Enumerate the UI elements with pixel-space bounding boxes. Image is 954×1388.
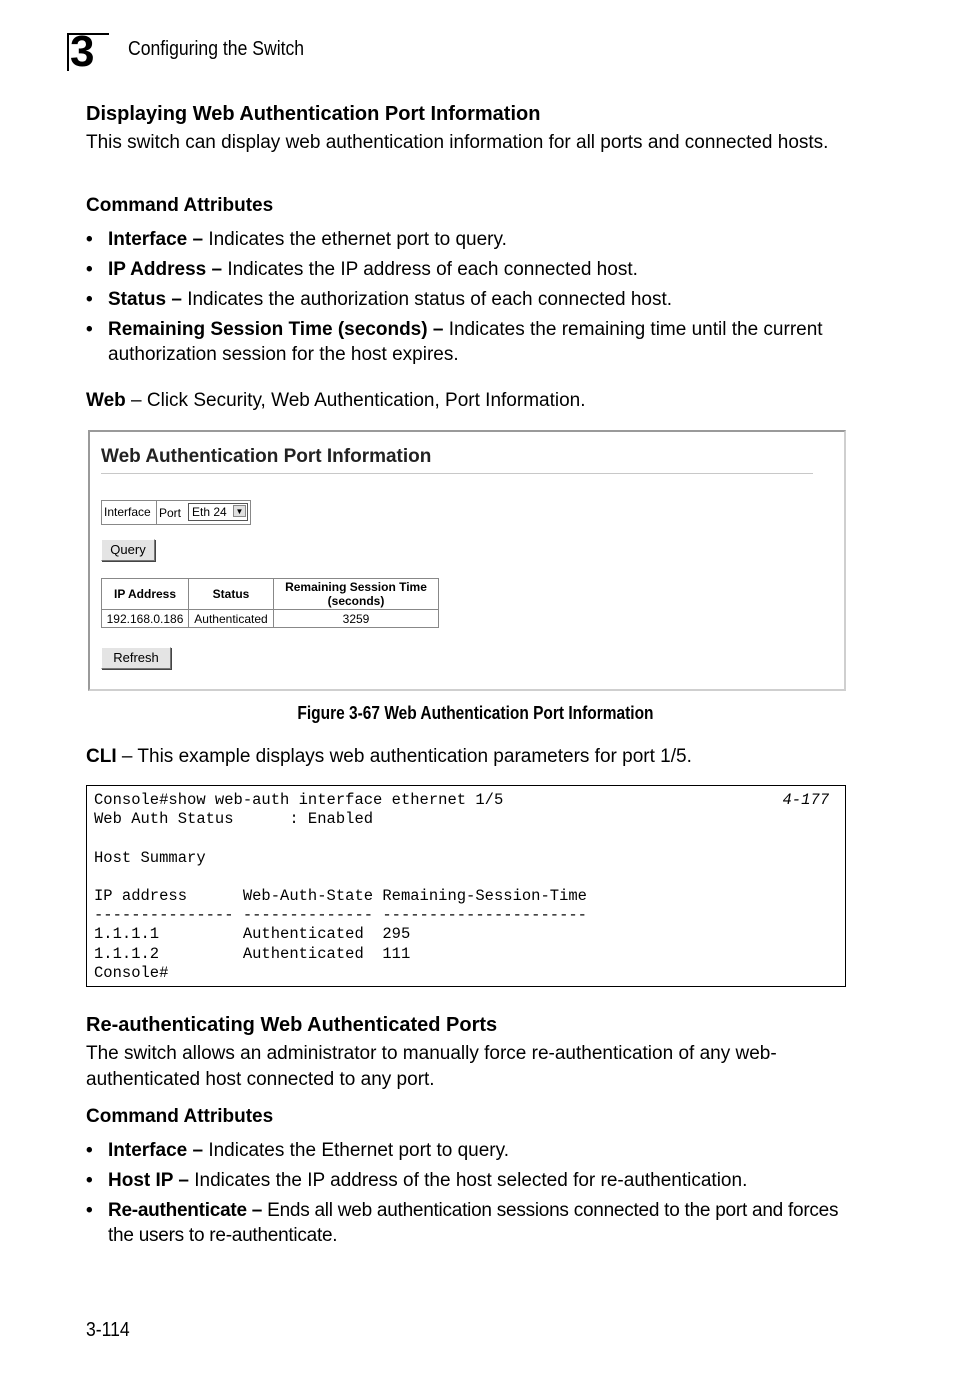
query-button[interactable]: Query <box>101 539 155 561</box>
cell-remaining-time: 3259 <box>274 610 439 628</box>
cli-instruction: CLI – This example displays web authentication parameters for port 1/5. <box>86 746 692 767</box>
web-instruction: Web – Click Security, Web Authentication, Port Information. <box>86 390 586 411</box>
chapter-number: 3 <box>70 27 94 76</box>
port-label: Port <box>159 506 182 520</box>
interface-selector <box>101 500 251 525</box>
cli-code-block <box>86 785 846 987</box>
list-item: • Host IP – Indicates the IP address of the host selected for re-authentication. <box>86 1168 856 1193</box>
list-item: • Re-authenticate – Ends all web authentication sessions connected to the port and forces the users to re-authenticate. <box>86 1198 856 1248</box>
column-header-ip: IP Address <box>102 579 189 610</box>
attributes-list <box>86 1138 856 1253</box>
port-info-table <box>101 578 439 628</box>
column-header-remaining-time: Remaining Session Time (seconds) <box>274 579 439 610</box>
list-item: • Interface – Indicates the ethernet port to query. <box>86 227 846 252</box>
web-ui-screenshot <box>88 430 846 691</box>
table-header-row <box>102 579 439 610</box>
attributes-heading: Command Attributes <box>86 1106 274 1127</box>
section-title: Displaying Web Authentication Port Information <box>86 103 541 125</box>
attributes-heading: Command Attributes <box>86 195 274 216</box>
chevron-down-icon[interactable]: ▼ <box>233 505 246 517</box>
port-select[interactable] <box>188 503 248 521</box>
list-item: • IP Address – Indicates the IP address of each connected host. <box>86 257 846 282</box>
section-title: Re-authenticating Web Authenticated Ports <box>86 1014 498 1036</box>
page-number: 3-114 <box>86 1319 130 1341</box>
attributes-list <box>86 227 846 372</box>
screenshot-title: Web Authentication Port Information <box>101 446 432 467</box>
divider <box>156 501 157 524</box>
column-header-status: Status <box>189 579 274 610</box>
list-item: • Interface – Indicates the Ethernet port to query. <box>86 1138 856 1163</box>
list-item: • Status – Indicates the authorization status of each connected host. <box>86 287 846 312</box>
running-title: Configuring the Switch <box>128 38 305 60</box>
list-item: • Remaining Session Time (seconds) – Indicates the remaining time until the current authorization session for the host expires. <box>86 317 846 367</box>
cell-ip: 192.168.0.186 <box>102 610 189 628</box>
section-intro: The switch allows an administrator to manually force re-authentication of any web-authenticated host connected to any port. <box>86 1043 777 1090</box>
title-divider <box>101 473 813 474</box>
cli-code: Console#show web-auth interface ethernet 1/5 Web Auth Status : Enabled Host Summary IP address Web-Auth-State Remaining-Session-Time --------------- -------------- ---------------------- 1.1.1.1 Authenticated 295 1.1.1.2 Authenticated 111 Console# <box>94 791 587 982</box>
section-intro: This switch can display web authentication information for all ports and connected hosts. <box>86 132 829 153</box>
refresh-button[interactable]: Refresh <box>101 647 171 669</box>
port-select-value: Eth 24 <box>192 505 227 519</box>
table-row <box>102 610 439 628</box>
cell-status: Authenticated <box>189 610 274 628</box>
command-reference: 4-177 <box>782 791 829 809</box>
interface-label: Interface <box>104 505 151 519</box>
figure-caption: Figure 3-67 Web Authentication Port Information <box>297 703 654 723</box>
